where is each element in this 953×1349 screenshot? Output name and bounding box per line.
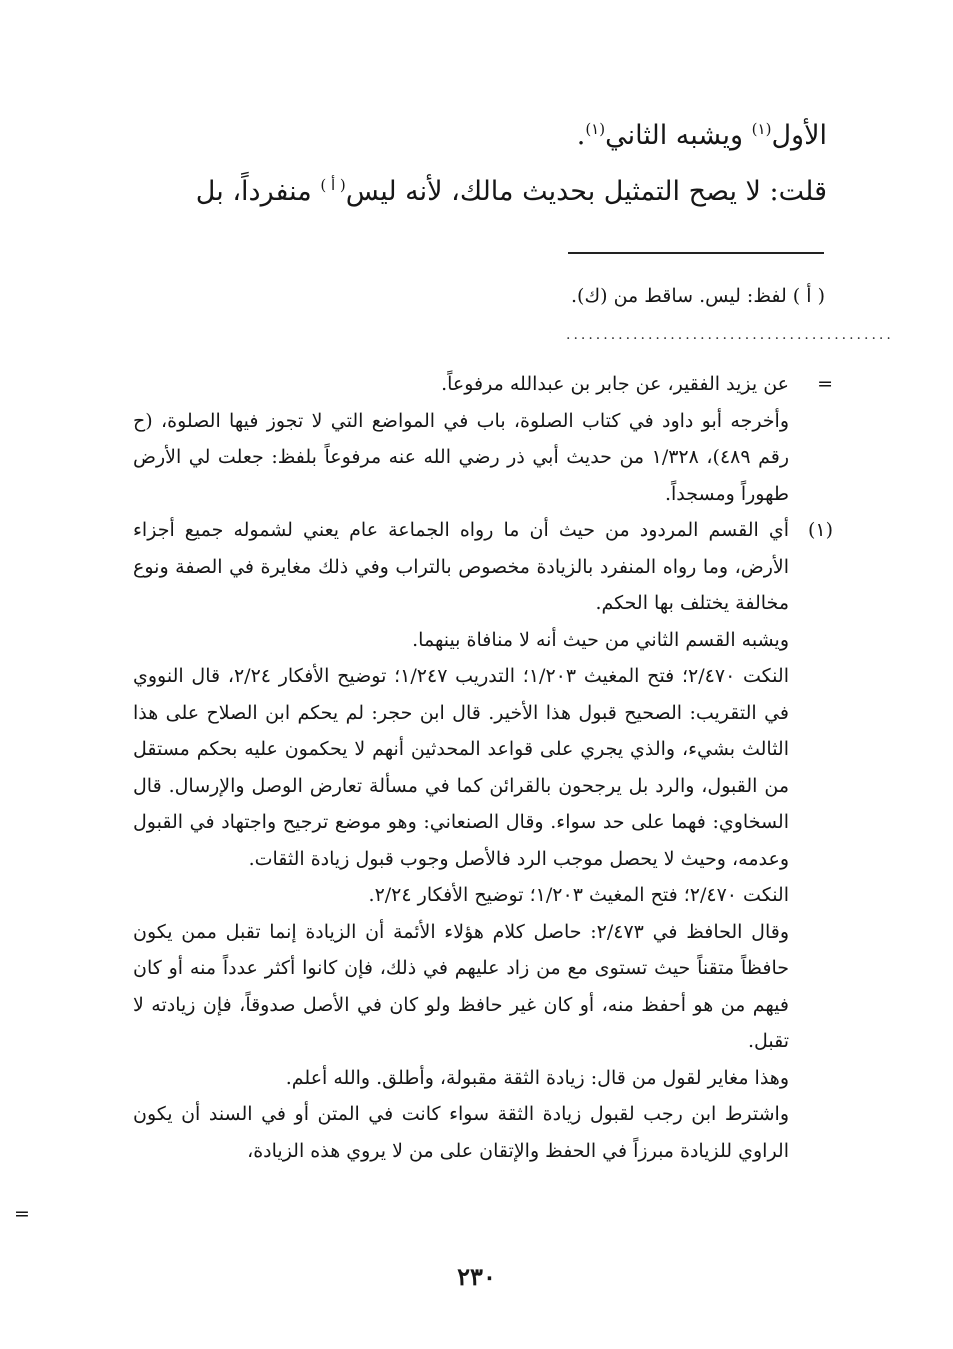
main-text-fragment: الأول [771, 120, 827, 151]
continuation-marker: = [817, 373, 833, 395]
note-paragraph: النكت ٢/٤٧٠؛ فتح المغيث ١/٢٠٣؛ التدريب ١/٢٤٧؛ توضيح الأفكار ٢/٢٤، قال النووي في التقريب: الصحيح قبول هذا الأخير. قال ابن حجر: لم يحكم ابن الصلاح على هذا الثالث بشيء، والذي يجري على قواعد المحدثين أنهم لا يحكمون عليه بحكم مستقل من القبول، والرد بل يرجحون بالقرائن كما في مسألة تعارض الوصل والإرسال. قال السخاوي: فهما على حد سواء. وقال الصنعاني: وهو موضع ترجيح واجتهاد في القبول وعدمه، وحيث لا يحصل موجب الرد فالأصل وجوب قبول زيادة الثقات. [133, 665, 789, 870]
main-text-fragment: قلت: لا يصح التمثيل بحديث مالك، لأنه ليس [345, 176, 827, 207]
punctuation: . [576, 120, 586, 151]
main-text-fragment: منفرداً، بل [195, 176, 321, 207]
continuation-note [133, 366, 833, 512]
note-paragraph: عن يزيد الفقير، عن جابر بن عبدالله مرفوعاً. [441, 373, 789, 395]
main-text-line-2 [110, 176, 827, 207]
note-paragraph: وهذا مغاير لقول من قال: زيادة الثقة مقبولة، وأطلق. والله أعلم. [285, 1066, 789, 1089]
dotted-divider: ............................................ [566, 327, 894, 343]
footnote-1 [133, 512, 833, 1169]
variant-note: ( أ ) لفظ: ليس. ساقط من (ك). [571, 285, 825, 307]
footnote-separator [568, 252, 824, 254]
footnote-marker: (١) [807, 519, 833, 541]
page-number: ٢٣٠ [457, 1262, 496, 1291]
continued-mark: = [14, 1203, 30, 1225]
variant-ref[interactable]: ( أ ) [320, 176, 346, 194]
note-paragraph: ويشبه القسم الثاني من حيث أنه لا منافاة بينهما. [412, 628, 789, 651]
note-paragraph: وأخرجه أبو داود في كتاب الصلوة، باب في المواضع التي لا تجوز فيها الصلوة، (ح رقم ٤٨٩)، ١/٣٢٨ من حديث أبي ذر رضي الله عنه مرفوعاً بلفظ: جعلت لي الأرض طهوراً ومسجداً. [133, 409, 789, 505]
note-paragraph: أي القسم المردود من حيث أن ما رواه الجماعة عام يعني لشموله جميع أجزاء الأرض، وما رواه المنفرد بالزيادة مخصوص بالتراب وفي ذلك مغايرة في الصفة ونوع مخالفة يختلف بها الحكم. [133, 519, 789, 614]
footnote-ref[interactable]: (١) [751, 120, 772, 138]
note-paragraph: وقال الحافظ في ٢/٤٧٣: حاصل كلام هؤلاء الأئمة أن الزيادة إنما تقبل ممن يكون حافظاً متقناً حيث تستوى مع من زاد عليهم في ذلك، فإن كانوا أكثر عدداً منه أو كان فيهم من هو أحفظ منه، أو كان غير حافظ ولو كان في الأصل صدوقاً، فإن زيادته لا تقبل. [133, 920, 789, 1052]
footnotes [133, 366, 833, 1169]
main-text-line-1 [110, 120, 827, 151]
note-paragraph: النكت ٢/٤٧٠؛ فتح المغيث ١/٢٠٣؛ توضيح الأفكار ٢/٢٤. [368, 884, 789, 906]
main-text-fragment: ويشبه الثاني [605, 120, 752, 151]
footnote-ref[interactable]: (١) [585, 120, 606, 138]
note-paragraph: واشترط ابن رجب لقبول زيادة الثقة سواء كانت في المتن أو في السند أن يكون الراوي للزيادة مبرزاً في الحفظ والإتقان على من لا يروي هذه الزيادة، [133, 1103, 789, 1162]
